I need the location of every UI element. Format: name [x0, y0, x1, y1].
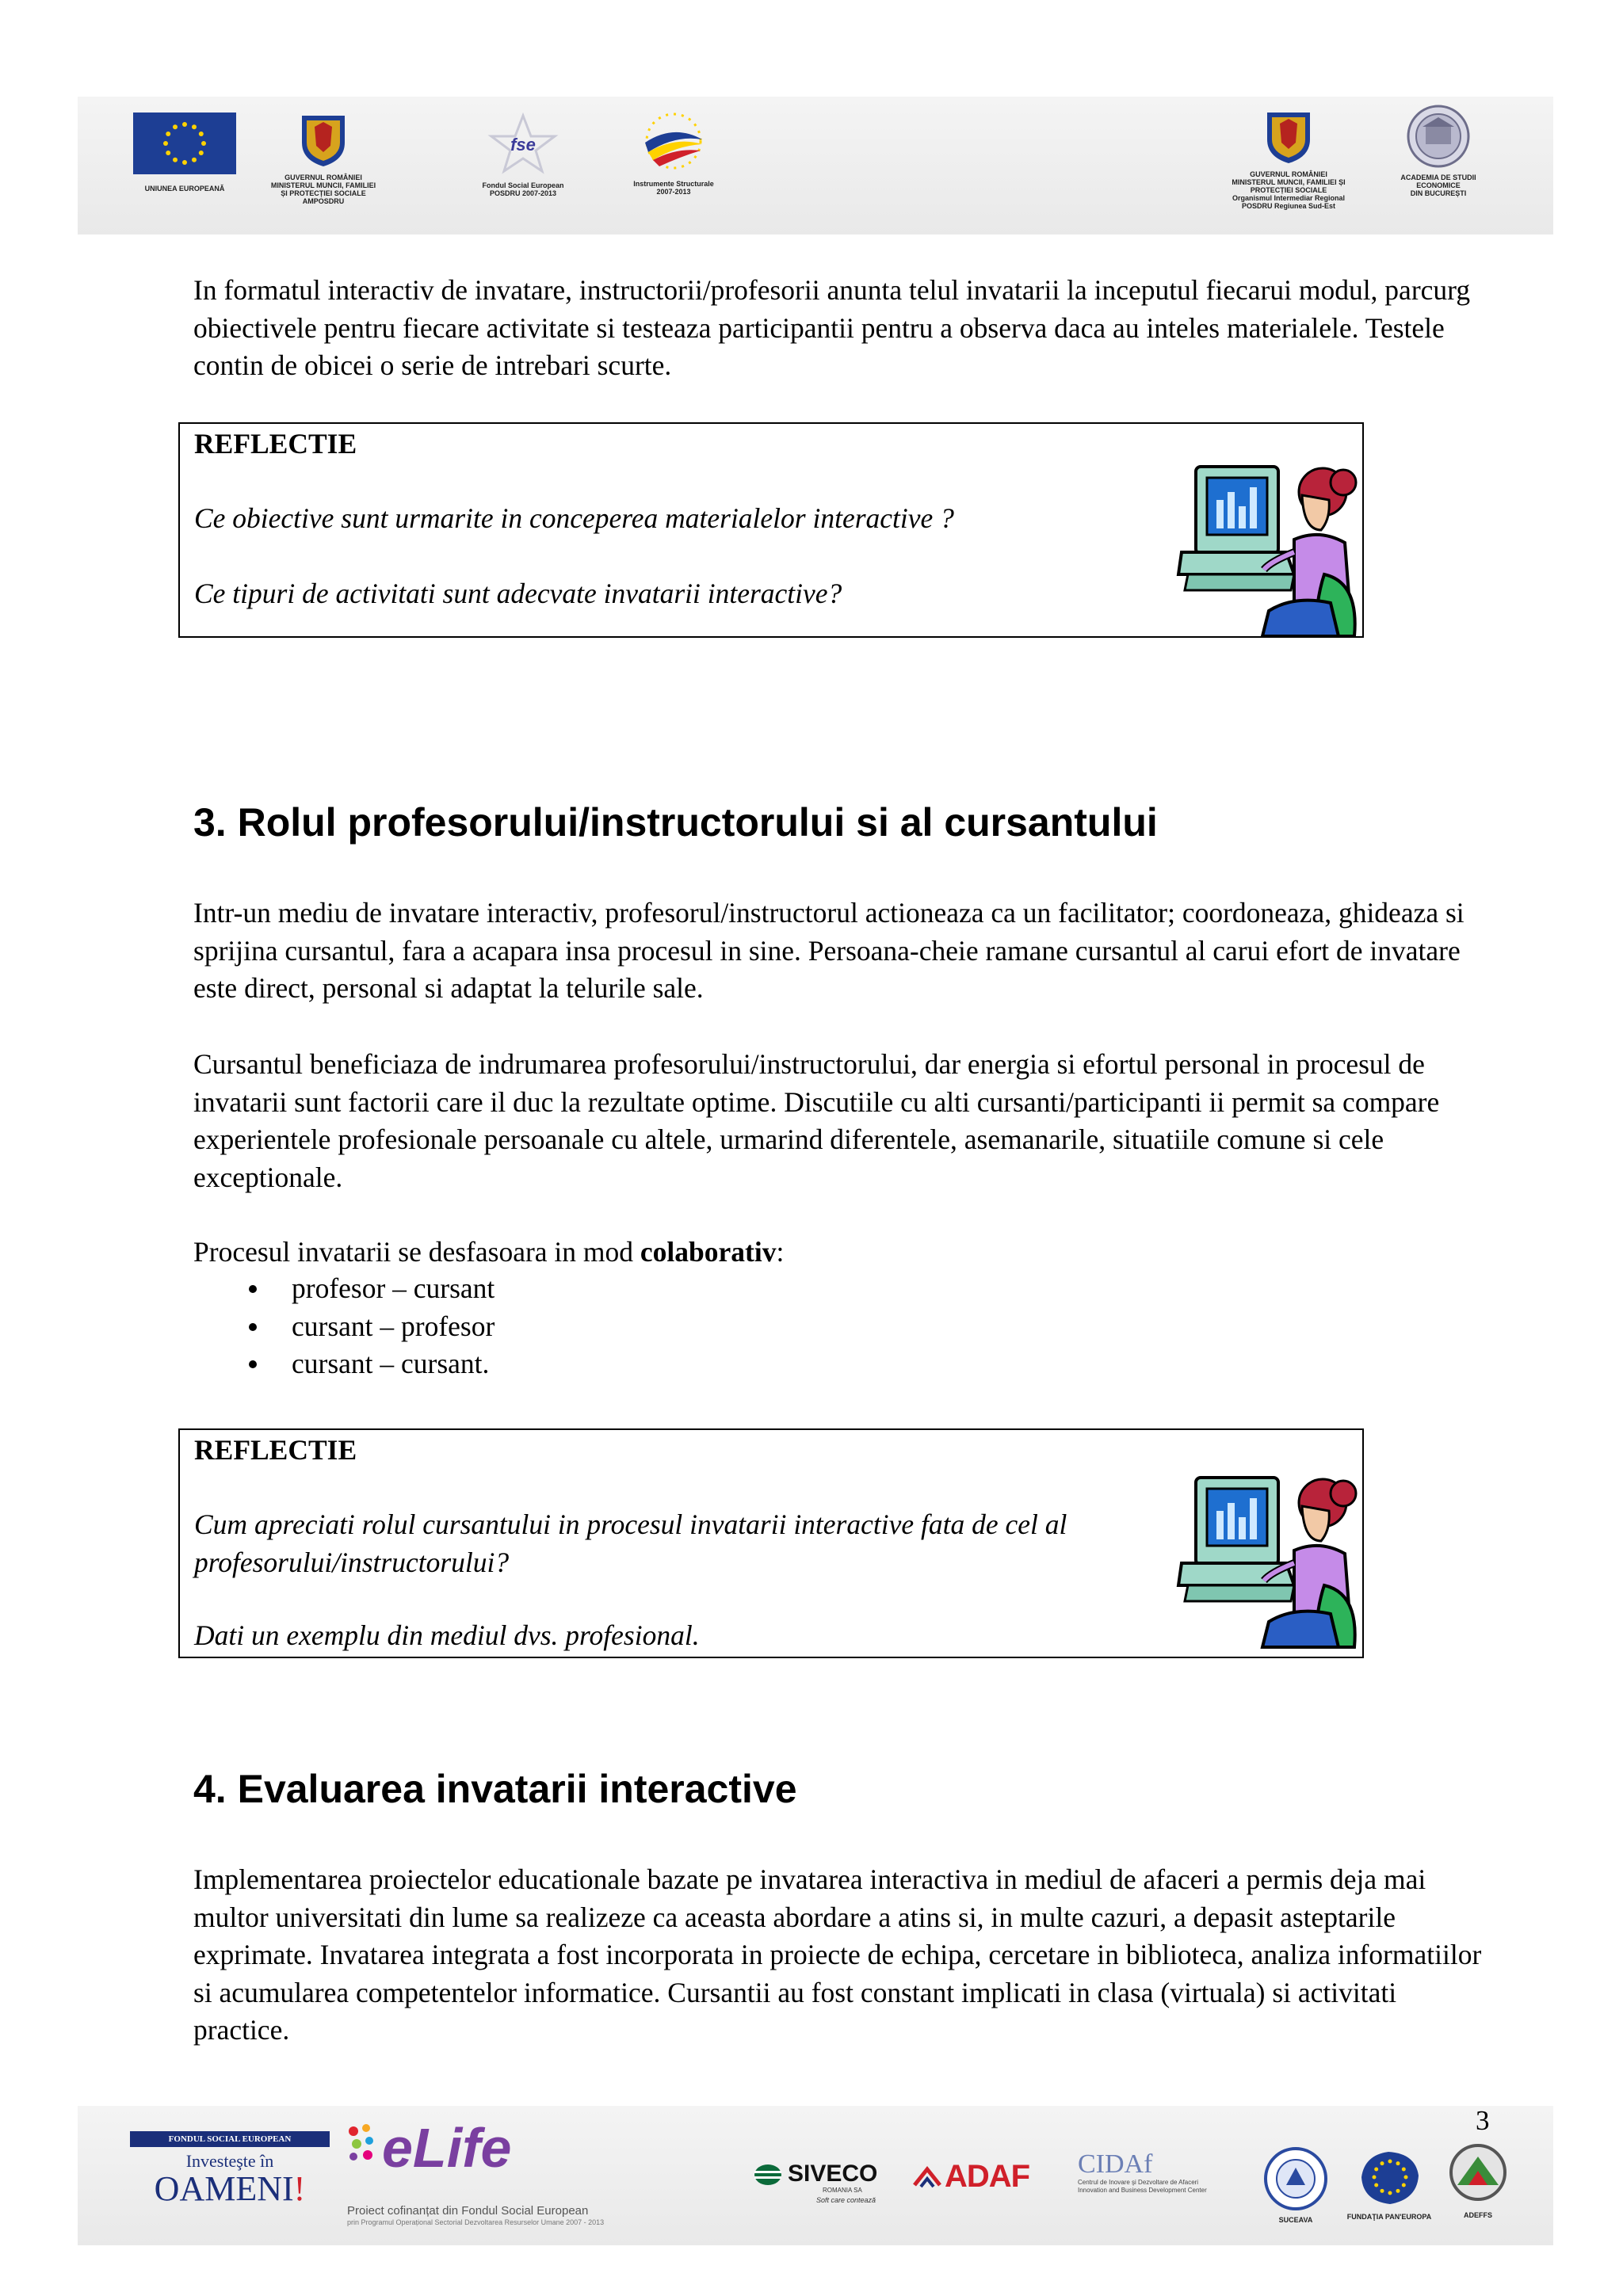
section-3-paragraph-2: Cursantul beneficiaza de indrumarea profesorului/instructorului, dar energia si efortul personal in procesul de invatarii sunt factorii care il duc la rezultate optime. Discutiile cu alti cursanti/participanti ii permit sa compare experientele profesionale persoanale cu altele, urmarind diferentele, asemanarile, situatiile comune si cele exceptionale.: [193, 1048, 1440, 1193]
intro-paragraph: In formatul interactiv de invatare, instructorii/profesorii anunta telul invatarii la inceputul fiecarui modul, parcurg obiectivele pentru fiecare activitate si testeaza participantii pentru a observa daca au inteles materialele. Testele contin de obicei o serie de intrebari scurte.: [193, 274, 1471, 381]
star-icon: [199, 132, 204, 136]
fse-logo: fse Fondul Social European POSDRU 2007-2013: [464, 113, 582, 197]
star-icon: [163, 141, 168, 146]
star-icon: [1388, 2160, 1392, 2164]
star-icon: [1374, 2168, 1378, 2172]
star-icon: [1381, 2189, 1384, 2193]
list-item: profesor – cursant: [193, 1270, 495, 1308]
list-item: cursant – cursant.: [193, 1345, 495, 1383]
adeffs-logo: ADEFFS: [1442, 2141, 1514, 2219]
reflection-box-1: [178, 422, 1364, 638]
svg-text:fse: fse: [510, 135, 536, 154]
adaf-roof-icon: [913, 2164, 941, 2188]
star-icon: [1402, 2183, 1406, 2187]
star-icon: [1396, 2189, 1400, 2193]
emphasis-colaborativ: colaborativ: [640, 1236, 777, 1268]
woman-at-computer-icon: [1175, 1474, 1359, 1649]
eu-flag-icon: [133, 113, 236, 174]
star-icon: [1402, 2168, 1406, 2172]
structural-instruments-icon: [634, 108, 713, 176]
star-icon: [1404, 2176, 1408, 2180]
star-icon: [1373, 2176, 1377, 2180]
star-icon: [1396, 2161, 1400, 2165]
reflection-question: Dati un exemplu din mediul dvs. profesional.: [194, 1619, 700, 1651]
section-3-paragraph-3: Procesul invatarii se desfasoara in mod colaborativ:: [193, 1236, 785, 1268]
section-4-paragraph-1: Implementarea proiectelor educationale bazate pe invatarea interactiva in mediul de afaceri a permis deja mai multor universitati din lume sa realizeze ca aceasta abordare a atins si, in multe cazuri, a depasit asteptarile exprimate. Invatarea integrata a fost incorporata in proiecte de echipa, cercetare in biblioteca, analiza informatiilor si acumularea competentelor informatice. Cursantii au fost constant implicati in clasa (virtuala) si activitati practice.: [193, 1863, 1482, 2046]
header-logo-band: [78, 97, 1553, 235]
reflection-question: Cum apreciati rolul cursantului in procesul invatarii interactive fata de cel al profesorului/instructorului?: [194, 1508, 1067, 1578]
ase-emblem-icon: [1399, 103, 1478, 170]
woman-at-computer-icon: [1175, 463, 1359, 638]
star-icon: [166, 151, 170, 155]
section-4-heading: 4. Evaluarea invatarii interactive: [193, 1767, 797, 1811]
star-icon: [173, 124, 178, 129]
collaboration-list: [193, 1270, 495, 1383]
fse-investeste-in-oameni-logo: FONDUL SOCIAL EUROPEAN Investeşte în OAMENI!: [130, 2131, 330, 2223]
coat-of-arms-icon-2: [1261, 108, 1316, 165]
page-number: 3: [1476, 2105, 1490, 2136]
coat-of-arms-icon: [296, 111, 351, 168]
reflection-box-2: [178, 1428, 1364, 1658]
colored-dots-icon: [347, 2123, 379, 2171]
fundatia-paneuropa-logo: FUNDAŢIA PAN'EUROPA: [1346, 2145, 1433, 2221]
star-icon: [166, 132, 170, 136]
reflection-question: Ce tipuri de activitati sunt adecvate invatarii interactive?: [194, 578, 842, 609]
star-icon: [192, 158, 197, 162]
ase-academy-logo: ACADEMIA DE STUDII ECONOMICE DIN BUCUREȘTI: [1379, 103, 1498, 197]
reflection-question: Ce obiective sunt urmarite in conceperea materialelor interactive ?: [194, 502, 954, 534]
star-icon: [182, 160, 187, 165]
chamber-of-commerce-suceava-logo: SUCEAVA: [1260, 2145, 1331, 2224]
star-icon: [1381, 2161, 1384, 2165]
romanian-government-crest-logo-2: GUVERNUL ROMÂNIEI MINISTERUL MUNCII, FAMILIEI ȘI PROTECȚIEI SOCIALE Organismul Intermediar Regional POSDRU Regiunea Sud-Est: [1213, 108, 1364, 210]
reflection-title: REFLECTIE: [194, 1434, 357, 1466]
instrumente-structurale-logo: Instrumente Structurale 2007-2013: [610, 108, 737, 196]
star-icon: [1388, 2191, 1392, 2195]
eu-flag-logo: UNIUNEA EUROPEANĂ: [130, 113, 239, 193]
siveco-globe-icon: [753, 2163, 783, 2187]
chamber-seal-icon: [1262, 2145, 1329, 2212]
star-icon: [201, 141, 206, 146]
cidaf-logo: CIDAf Centrul de Inovare şi Dezvoltare de Afaceri Innovation and Business Development Center: [1078, 2149, 1207, 2194]
footer-logo-band: FONDUL SOCIAL EUROPEAN Investeşte în OAMENI! eLife Proiect cofinanțat din Fondul Social European prin Programul Operațional Sectorial Dezvoltarea Resurselor Umane 2007 - 2013 SIVECO ROMANIA SA Soft care contează ADAF CIDAf Centrul de Inovare şi Dezvoltare de Afaceri Innovation and Business Development Center SUCEAVA FUNDAŢIA PAN'EUROPA ADEFFS: [78, 2106, 1553, 2245]
star-icon: [1374, 2183, 1378, 2187]
section-3-heading: 3. Rolul profesorului/instructorului si al cursantului: [193, 800, 1158, 845]
star-icon: [173, 158, 178, 162]
star-icon: [199, 151, 204, 155]
section-3-paragraph-1: Intr-un mediu de invatare interactiv, profesorul/instructorul actioneaza ca un facilitator; coordoneaza, ghideaza si sprijina cursantul, fara a acapara insa procesul in sine. Persoana-cheie ramane cursantul al carui efort de invatare este direct, personal si adaptat la telurile sale.: [193, 897, 1465, 1004]
paneuropa-map-icon: [1354, 2145, 1425, 2209]
star-icon: [182, 122, 187, 127]
romanian-government-crest-logo: GUVERNUL ROMÂNIEI MINISTERUL MUNCII, FAMILIEI ȘI PROTECȚIEI SOCIALE AMPOSDRU: [268, 111, 379, 205]
fse-star-icon: [485, 113, 561, 174]
list-item: cursant – profesor: [193, 1308, 495, 1346]
adeffs-emblem-icon: [1446, 2141, 1510, 2207]
star-icon: [192, 124, 197, 129]
reflection-title: REFLECTIE: [194, 428, 357, 460]
